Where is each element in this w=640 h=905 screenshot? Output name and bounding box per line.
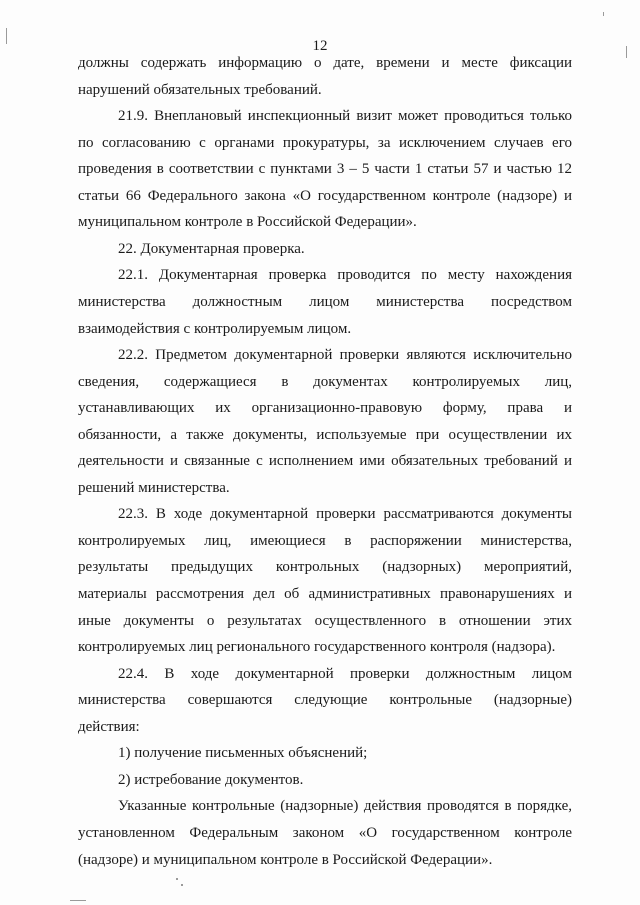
scan-edge-mark: [6, 28, 7, 44]
text-line: проведения в соответствии с пунктами 3 – 5 части 1 статьи 57 и частью 12: [78, 161, 572, 178]
text-line: Указанные контрольные (надзорные) действия проводятся в порядке,: [118, 798, 572, 815]
text-line: действия:: [78, 718, 140, 735]
text-line: 22.2. Предметом документарной проверки являются исключительно: [118, 347, 572, 364]
text-line: 22.3. В ходе документарной проверки рассматриваются документы: [118, 506, 572, 523]
text-line: нарушений обязательных требований.: [78, 81, 322, 98]
text-line: взаимодействия с контролируемым лицом.: [78, 320, 352, 337]
scan-speck: [70, 900, 86, 901]
text-line: устанавливающих их организационно-правовую форму, права и: [78, 400, 572, 417]
text-line: министерства должностным лицом министерства посредством: [78, 293, 572, 310]
text-line: контролируемых лиц регионального государственного контроля (надзора).: [78, 639, 556, 656]
scan-speck: [181, 884, 183, 886]
text-line: результаты предыдущих контрольных (надзорных) мероприятий,: [78, 559, 572, 576]
text-line: (надзоре) и муниципальном контроле в Российской Федерации».: [78, 851, 493, 868]
text-line: установленном Федеральным законом «О государственном контроле: [78, 824, 572, 841]
text-line: статьи 66 Федерального закона «О государственном контроле (надзоре) и: [78, 187, 572, 204]
text-line: муниципальном контроле в Российской Федерации».: [78, 214, 417, 231]
text-line: деятельности и связанные с исполнением ими обязательных требований и: [78, 453, 572, 470]
text-line: 2) истребование документов.: [118, 771, 304, 788]
scan-speck: [176, 878, 178, 880]
text-line: обязанности, а также документы, используемые при осуществлении их: [78, 426, 572, 443]
text-line: контролируемых лиц, имеющиеся в распоряжении министерства,: [78, 532, 572, 549]
text-line: 22.4. В ходе документарной проверки должностным лицом: [118, 665, 572, 682]
text-line: 1) получение письменных объяснений;: [118, 745, 368, 762]
text-line: сведения, содержащиеся в документах контролируемых лиц,: [78, 373, 572, 390]
text-line: 22. Документарная проверка.: [118, 240, 305, 257]
text-line: по согласованию с органами прокуратуры, за исключением случаев его: [78, 134, 572, 151]
scan-edge-mark: [626, 46, 627, 58]
text-line: материалы рассмотрения дел об административных правонарушениях и: [78, 586, 572, 602]
text-line: иные документы о результатах осуществленного в отношении этих: [78, 612, 572, 629]
text-line: министерства совершаются следующие контрольные (надзорные): [78, 692, 572, 709]
text-line: должны содержать информацию о дате, времени и месте фиксации: [78, 55, 572, 71]
page-number: 12: [312, 38, 328, 54]
text-line: решений министерства.: [78, 479, 230, 496]
text-line: 22.1. Документарная проверка проводится по месту нахождения: [118, 267, 572, 284]
scan-edge-mark: [603, 12, 604, 16]
text-line: 21.9. Внеплановый инспекционный визит может проводиться только: [118, 108, 572, 125]
